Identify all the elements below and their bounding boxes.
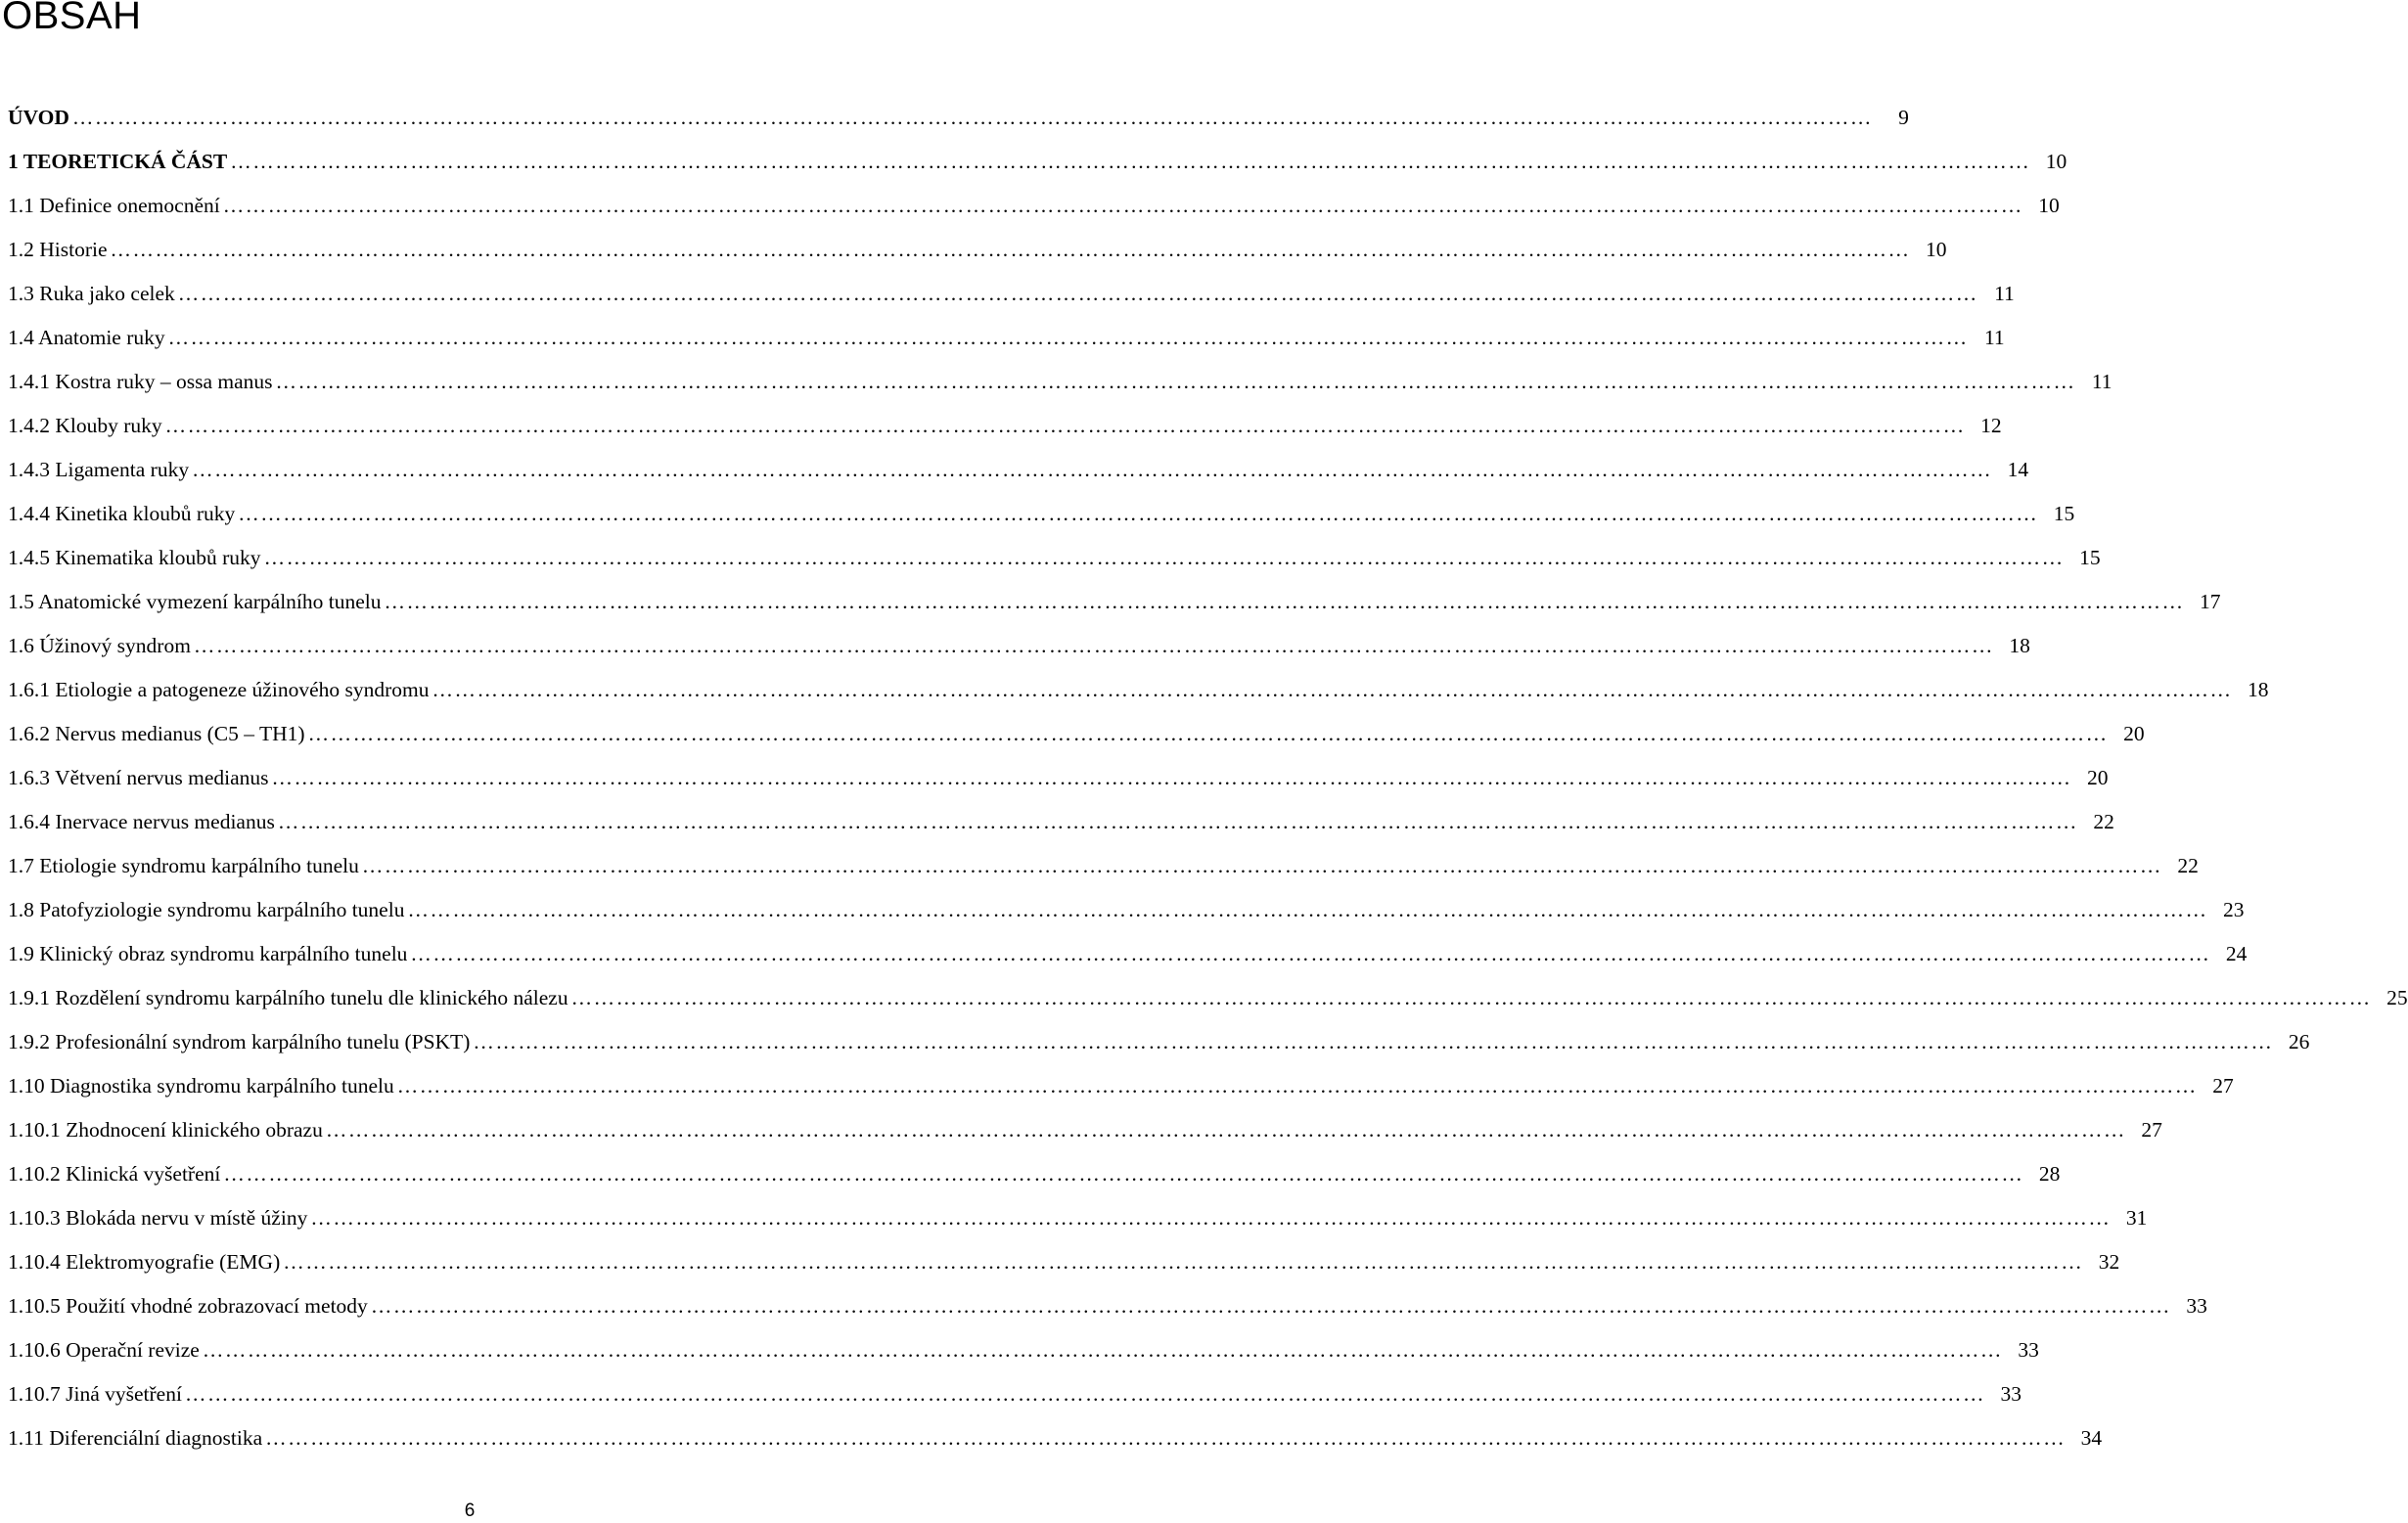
toc-entry-page: 34: [2080, 1426, 2103, 1450]
toc-dot-leader: ……………………………………………………………………………………………………………………………………………………………………………………………………………………: [384, 590, 2185, 613]
toc-dot-leader: ……………………………………………………………………………………………………………………………………………………………………………………………………………………: [325, 1118, 2126, 1142]
toc-entry-label: 1.9 Klinický obraz syndromu karpálního tunelu: [8, 942, 408, 965]
toc-entry[interactable]: [8, 404, 2002, 448]
toc-entry-page: 12: [1980, 414, 2002, 437]
toc-entry-page: 20: [2087, 766, 2109, 789]
toc-entry-label: 1.6.2 Nervus medianus (C5 – TH1): [8, 722, 305, 745]
toc-entry-label: 1.4 Anatomie ruky: [8, 326, 165, 349]
toc-entry-page: 10: [2045, 150, 2067, 173]
toc-entry-page: 26: [2288, 1030, 2310, 1053]
toc-entry-label: 1.5 Anatomické vymezení karpálního tunelu: [8, 590, 382, 613]
page-title: OBSAH: [2, 0, 142, 37]
toc-entry-page: 27: [2141, 1118, 2162, 1142]
toc-dot-leader: ……………………………………………………………………………………………………………………………………………………………………………………………………………………: [407, 898, 2208, 921]
toc-dot-leader: ……………………………………………………………………………………………………………………………………………………………………………………………………………………: [164, 414, 1966, 437]
toc-entry-label: 1.4.1 Kostra ruky – ossa manus: [8, 370, 273, 393]
toc-entry[interactable]: [8, 1284, 2207, 1328]
toc-entry-page: 23: [2222, 898, 2245, 921]
toc-entry-page: 33: [2018, 1338, 2039, 1362]
toc-entry-page: 11: [1994, 282, 2015, 305]
toc-entry-page: 33: [2000, 1382, 2022, 1406]
toc-dot-leader: ……………………………………………………………………………………………………………………………………………………………………………………………………………………: [271, 766, 2072, 789]
toc-entry[interactable]: [8, 1064, 2234, 1108]
toc-entry-page: 15: [2053, 502, 2075, 525]
toc-entry-label: 1.10.3 Blokáda nervu v místě úžiny: [8, 1206, 308, 1230]
toc-entry-page: 18: [2009, 634, 2030, 657]
toc-dot-leader: ……………………………………………………………………………………………………………………………………………………………………………………………………………………: [222, 194, 2023, 217]
toc-entry-page: 24: [2225, 942, 2248, 965]
toc-entry-page: 33: [2186, 1294, 2207, 1318]
toc-entry-label: 1.7 Etiologie syndromu karpálního tunelu: [8, 854, 359, 877]
toc-entry[interactable]: [8, 272, 2015, 316]
toc-dot-leader: ……………………………………………………………………………………………………………………………………………………………………………………………………………………: [432, 678, 2233, 701]
toc-entry-page: 10: [2038, 194, 2060, 217]
toc-entry-label: 1.6.1 Etiologie a patogeneze úžinového syndromu: [8, 678, 430, 701]
toc-entry-page: 31: [2125, 1206, 2148, 1230]
toc-dot-leader: ……………………………………………………………………………………………………………………………………………………………………………………………………………………: [167, 326, 1969, 349]
toc-entry-label: 1.11 Diferenciální diagnostika: [8, 1426, 263, 1450]
toc-entry-label: 1.10.5 Použití vhodné zobrazovací metody: [8, 1294, 368, 1318]
toc-entry-label: 1.10.1 Zhodnocení klinického obrazu: [8, 1118, 323, 1142]
toc-entry-label: 1.4.5 Kinematika kloubů ruky: [8, 546, 261, 569]
toc-entry[interactable]: [8, 492, 2075, 536]
toc-entry-label: 1.2 Historie: [8, 238, 108, 261]
toc-dot-leader: ……………………………………………………………………………………………………………………………………………………………………………………………………………………: [177, 282, 1978, 305]
toc-entry[interactable]: [8, 1196, 2148, 1240]
toc-entry-page: 27: [2212, 1074, 2234, 1097]
toc-dot-leader: ……………………………………………………………………………………………………………………………………………………………………………………………………………………: [275, 370, 2076, 393]
toc-entry[interactable]: [8, 1328, 2039, 1372]
toc-entry-label: 1.9.2 Profesionální syndrom karpálního tunelu (PSKT): [8, 1030, 471, 1053]
toc-entry-label: 1.4.4 Kinetika kloubů ruky: [8, 502, 236, 525]
toc-entry[interactable]: [8, 184, 2060, 228]
toc-entry-label: 1 TEORETICKÁ ČÁST: [8, 150, 228, 173]
toc-entry[interactable]: [8, 668, 2269, 712]
toc-entry[interactable]: [8, 1372, 2022, 1416]
toc-entry[interactable]: [8, 800, 2114, 844]
toc-dot-leader: ……………………………………………………………………………………………………………………………………………………………………………………………………………………: [71, 106, 1873, 129]
toc-dot-leader: ……………………………………………………………………………………………………………………………………………………………………………………………………………………: [570, 986, 2372, 1009]
toc-entry-page: 20: [2123, 722, 2145, 745]
toc-entry[interactable]: [8, 1240, 2120, 1284]
toc-entry-label: 1.6.3 Větvení nervus medianus: [8, 766, 269, 789]
page-number: 6: [464, 1501, 476, 1521]
toc-entry-label: ÚVOD: [8, 106, 69, 129]
toc-entry[interactable]: [8, 1416, 2103, 1460]
toc-dot-leader: ……………………………………………………………………………………………………………………………………………………………………………………………………………………: [370, 1294, 2171, 1318]
toc-entry-page: 22: [2177, 854, 2199, 877]
toc-entry-page: 14: [2007, 458, 2029, 481]
toc-dot-leader: ……………………………………………………………………………………………………………………………………………………………………………………………………………………: [192, 458, 1993, 481]
toc-entry-label: 1.3 Ruka jako celek: [8, 282, 175, 305]
toc-entry-page: 28: [2038, 1162, 2061, 1186]
toc-entry[interactable]: [8, 976, 2408, 1020]
toc-dot-leader: ……………………………………………………………………………………………………………………………………………………………………………………………………………………: [263, 546, 2065, 569]
toc-entry-page: 17: [2200, 590, 2221, 613]
toc-entry-label: 1.10.4 Elektromyografie (EMG): [8, 1250, 281, 1274]
toc-entry-page: 25: [2386, 986, 2408, 1009]
toc-entry-label: 1.6 Úžinový syndrom: [8, 634, 191, 657]
toc-dot-leader: ……………………………………………………………………………………………………………………………………………………………………………………………………………………: [396, 1074, 2198, 1097]
toc-entry[interactable]: [8, 536, 2101, 580]
toc-entry[interactable]: [8, 844, 2199, 888]
toc-entry[interactable]: [8, 1020, 2310, 1064]
toc-dot-leader: ……………………………………………………………………………………………………………………………………………………………………………………………………………………: [410, 942, 2211, 965]
toc-dot-leader: ……………………………………………………………………………………………………………………………………………………………………………………………………………………: [202, 1338, 2003, 1362]
toc-entry-label: 1.6.4 Inervace nervus medianus: [8, 810, 275, 833]
toc-dot-leader: ……………………………………………………………………………………………………………………………………………………………………………………………………………………: [361, 854, 2162, 877]
table-of-contents: [8, 96, 2408, 1460]
toc-entry-page: 11: [2091, 370, 2113, 393]
toc-entry-page: 10: [1926, 238, 1947, 261]
toc-entry[interactable]: [8, 140, 2067, 184]
toc-entry-label: 1.8 Patofyziologie syndromu karpálního tunelu: [8, 898, 405, 921]
toc-dot-leader: ……………………………………………………………………………………………………………………………………………………………………………………………………………………: [310, 1206, 2112, 1230]
toc-entry-page: 15: [2079, 546, 2101, 569]
toc-entry[interactable]: [8, 756, 2109, 800]
toc-entry-label: 1.4.2 Klouby ruky: [8, 414, 162, 437]
toc-entry[interactable]: [8, 228, 1947, 272]
toc-entry-page: 22: [2093, 810, 2114, 833]
toc-entry-label: 1.10.6 Operační revize: [8, 1338, 200, 1362]
toc-entry[interactable]: [8, 932, 2248, 976]
toc-dot-leader: ……………………………………………………………………………………………………………………………………………………………………………………………………………………: [230, 150, 2031, 173]
toc-entry-label: 1.1 Definice onemocnění: [8, 194, 220, 217]
toc-entry-page: 9: [1898, 106, 1909, 129]
toc-dot-leader: ……………………………………………………………………………………………………………………………………………………………………………………………………………………: [238, 502, 2039, 525]
toc-entry-label: 1.10.7 Jiná vyšetření: [8, 1382, 182, 1406]
toc-dot-leader: ……………………………………………………………………………………………………………………………………………………………………………………………………………………: [265, 1426, 2067, 1450]
toc-entry[interactable]: [8, 360, 2113, 404]
toc-entry[interactable]: [8, 580, 2221, 624]
toc-dot-leader: ……………………………………………………………………………………………………………………………………………………………………………………………………………………: [283, 1250, 2084, 1274]
toc-entry-page: 11: [1983, 326, 2005, 349]
toc-entry[interactable]: [8, 448, 2029, 492]
toc-entry[interactable]: [8, 624, 2030, 668]
toc-entry-label: 1.10.2 Klinická vyšetření: [8, 1162, 221, 1186]
toc-entry[interactable]: [8, 316, 2005, 360]
toc-entry-label: 1.10 Diagnostika syndromu karpálního tunelu: [8, 1074, 394, 1097]
toc-entry-label: 1.9.1 Rozdělení syndromu karpálního tunelu dle klinického nálezu: [8, 986, 568, 1009]
toc-dot-leader: ……………………………………………………………………………………………………………………………………………………………………………………………………………………: [193, 634, 1994, 657]
toc-dot-leader: ……………………………………………………………………………………………………………………………………………………………………………………………………………………: [277, 810, 2078, 833]
toc-entry-page: 18: [2247, 678, 2269, 701]
toc-dot-leader: ……………………………………………………………………………………………………………………………………………………………………………………………………………………: [473, 1030, 2274, 1053]
toc-entry[interactable]: [8, 96, 1909, 140]
toc-entry[interactable]: [8, 712, 2145, 756]
toc-entry[interactable]: [8, 1108, 2162, 1152]
toc-entry[interactable]: [8, 888, 2245, 932]
toc-dot-leader: ……………………………………………………………………………………………………………………………………………………………………………………………………………………: [223, 1162, 2024, 1186]
toc-dot-leader: ……………………………………………………………………………………………………………………………………………………………………………………………………………………: [307, 722, 2109, 745]
toc-entry-label: 1.4.3 Ligamenta ruky: [8, 458, 190, 481]
toc-entry-page: 32: [2098, 1250, 2120, 1274]
toc-dot-leader: ……………………………………………………………………………………………………………………………………………………………………………………………………………………: [184, 1382, 1985, 1406]
toc-entry[interactable]: [8, 1152, 2061, 1196]
toc-dot-leader: ……………………………………………………………………………………………………………………………………………………………………………………………………………………: [110, 238, 1911, 261]
